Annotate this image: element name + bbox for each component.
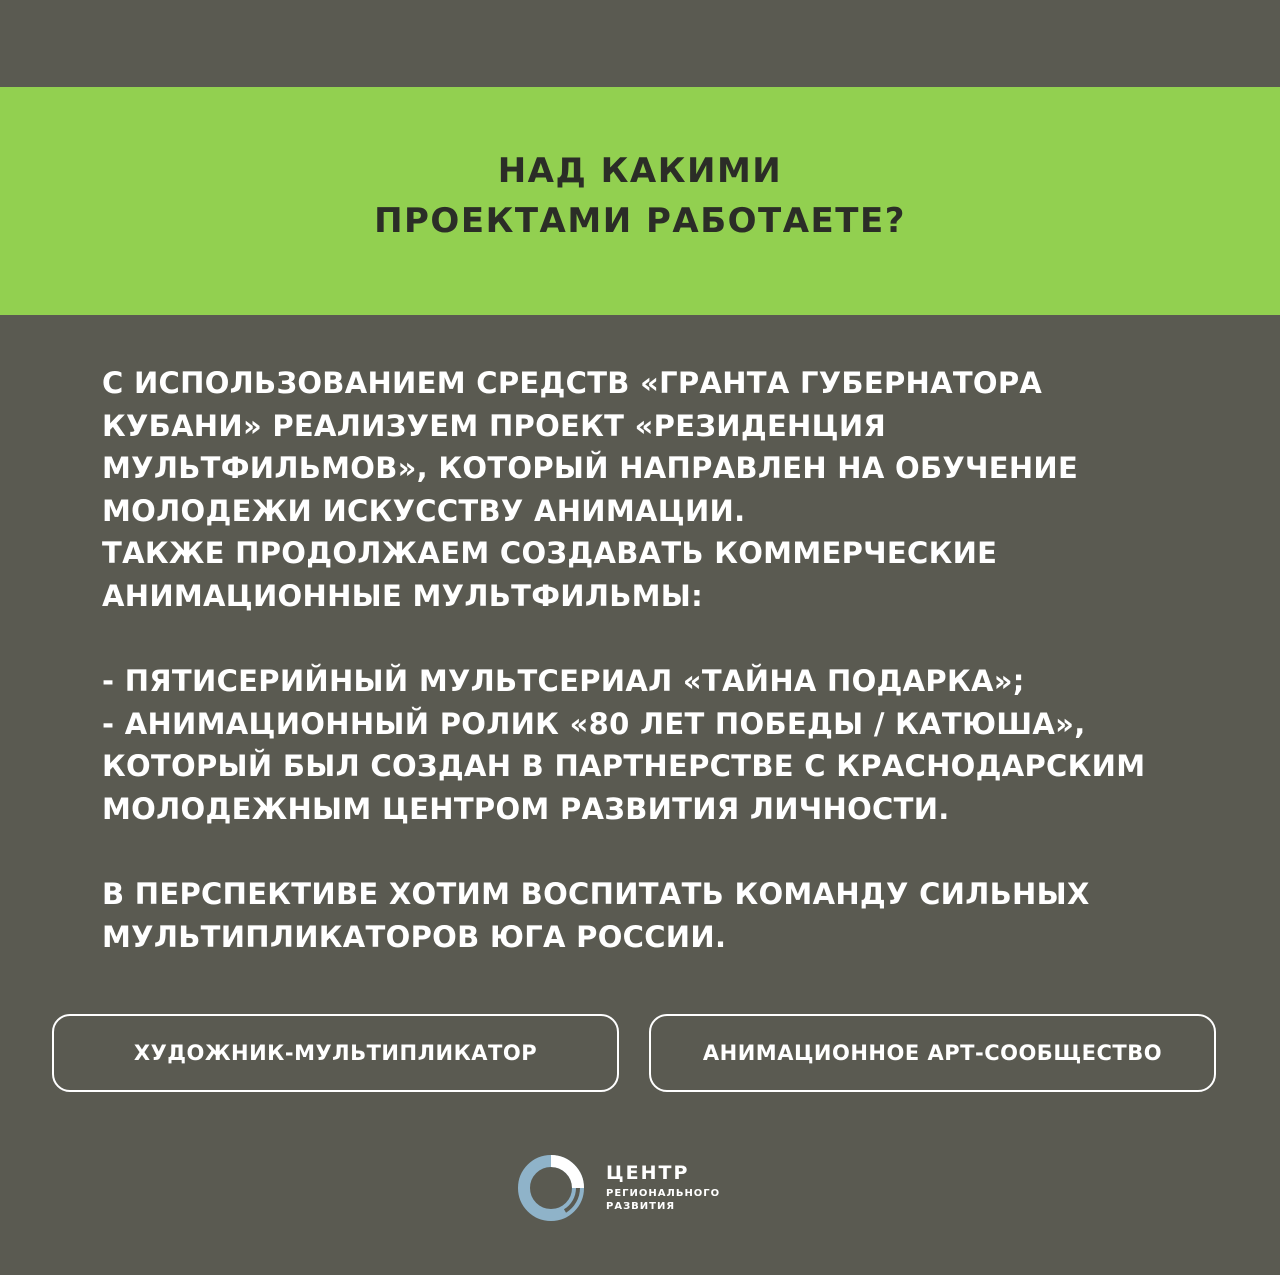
tag-group (52, 1014, 1216, 1096)
body-line: МУЛЬТФИЛЬМОВ», КОТОРЫЙ НАПРАВЛЕН НА ОБУЧЕНИЕ (102, 451, 1079, 486)
ring-logo-icon (516, 1153, 586, 1223)
body-line: ТАКЖЕ ПРОДОЛЖАЕМ СОЗДАВАТЬ КОММЕРЧЕСКИЕ (102, 536, 998, 571)
body-line: С ИСПОЛЬЗОВАНИЕМ СРЕДСТВ «ГРАНТА ГУБЕРНАТОРА (102, 366, 1043, 400)
body-line: МУЛЬТИПЛИКАТОРОВ ЮГА РОССИИ. (102, 919, 727, 954)
body-line: КОТОРЫЙ БЫЛ СОЗДАН В ПАРТНЕРСТВЕ С КРАСНОДАРСКИМ (102, 749, 1146, 784)
body-line: КУБАНИ» РЕАЛИЗУЕМ ПРОЕКТ «РЕЗИДЕНЦИЯ (102, 408, 887, 443)
body-line: - АНИМАЦИОННЫЙ РОЛИК «80 ЛЕТ ПОБЕДЫ / КАТЮША», (102, 706, 1086, 741)
body-line: - ПЯТИСЕРИЙНЫЙ МУЛЬТСЕРИАЛ «ТАЙНА ПОДАРКА»; (102, 664, 1025, 699)
logo-line2: РЕГИОНАЛЬНОГО (606, 1188, 721, 1199)
page-title-line1: НАД КАКИМИ (497, 151, 783, 191)
logo-text (606, 1164, 720, 1212)
tag-animator-artist: ХУДОЖНИК-МУЛЬТИПЛИКАТОР (52, 1014, 619, 1092)
logo-line1: ЦЕНТР (606, 1162, 690, 1184)
body-text (102, 362, 1252, 958)
paragraph-gap (102, 618, 1252, 661)
tag-animation-art-community: АНИМАЦИОННОЕ АРТ-СООБЩЕСТВО (649, 1014, 1216, 1092)
paragraph-gap (102, 831, 1252, 874)
page-title (374, 146, 906, 246)
body-line: МОЛОДЕЖНЫМ ЦЕНТРОМ РАЗВИТИЯ ЛИЧНОСТИ. (102, 791, 950, 826)
page-title-line2: ПРОЕКТАМИ РАБОТАЕТЕ? (374, 201, 906, 241)
body-line: АНИМАЦИОННЫЕ МУЛЬТФИЛЬМЫ: (102, 578, 704, 613)
logo-line3: РАЗВИТИЯ (606, 1201, 676, 1212)
logo (516, 1150, 720, 1226)
body-line: В ПЕРСПЕКТИВЕ ХОТИМ ВОСПИТАТЬ КОМАНДУ СИЛЬНЫХ (102, 877, 1090, 912)
header-banner (0, 87, 1280, 315)
body-line: МОЛОДЕЖИ ИСКУССТВУ АНИМАЦИИ. (102, 493, 746, 528)
